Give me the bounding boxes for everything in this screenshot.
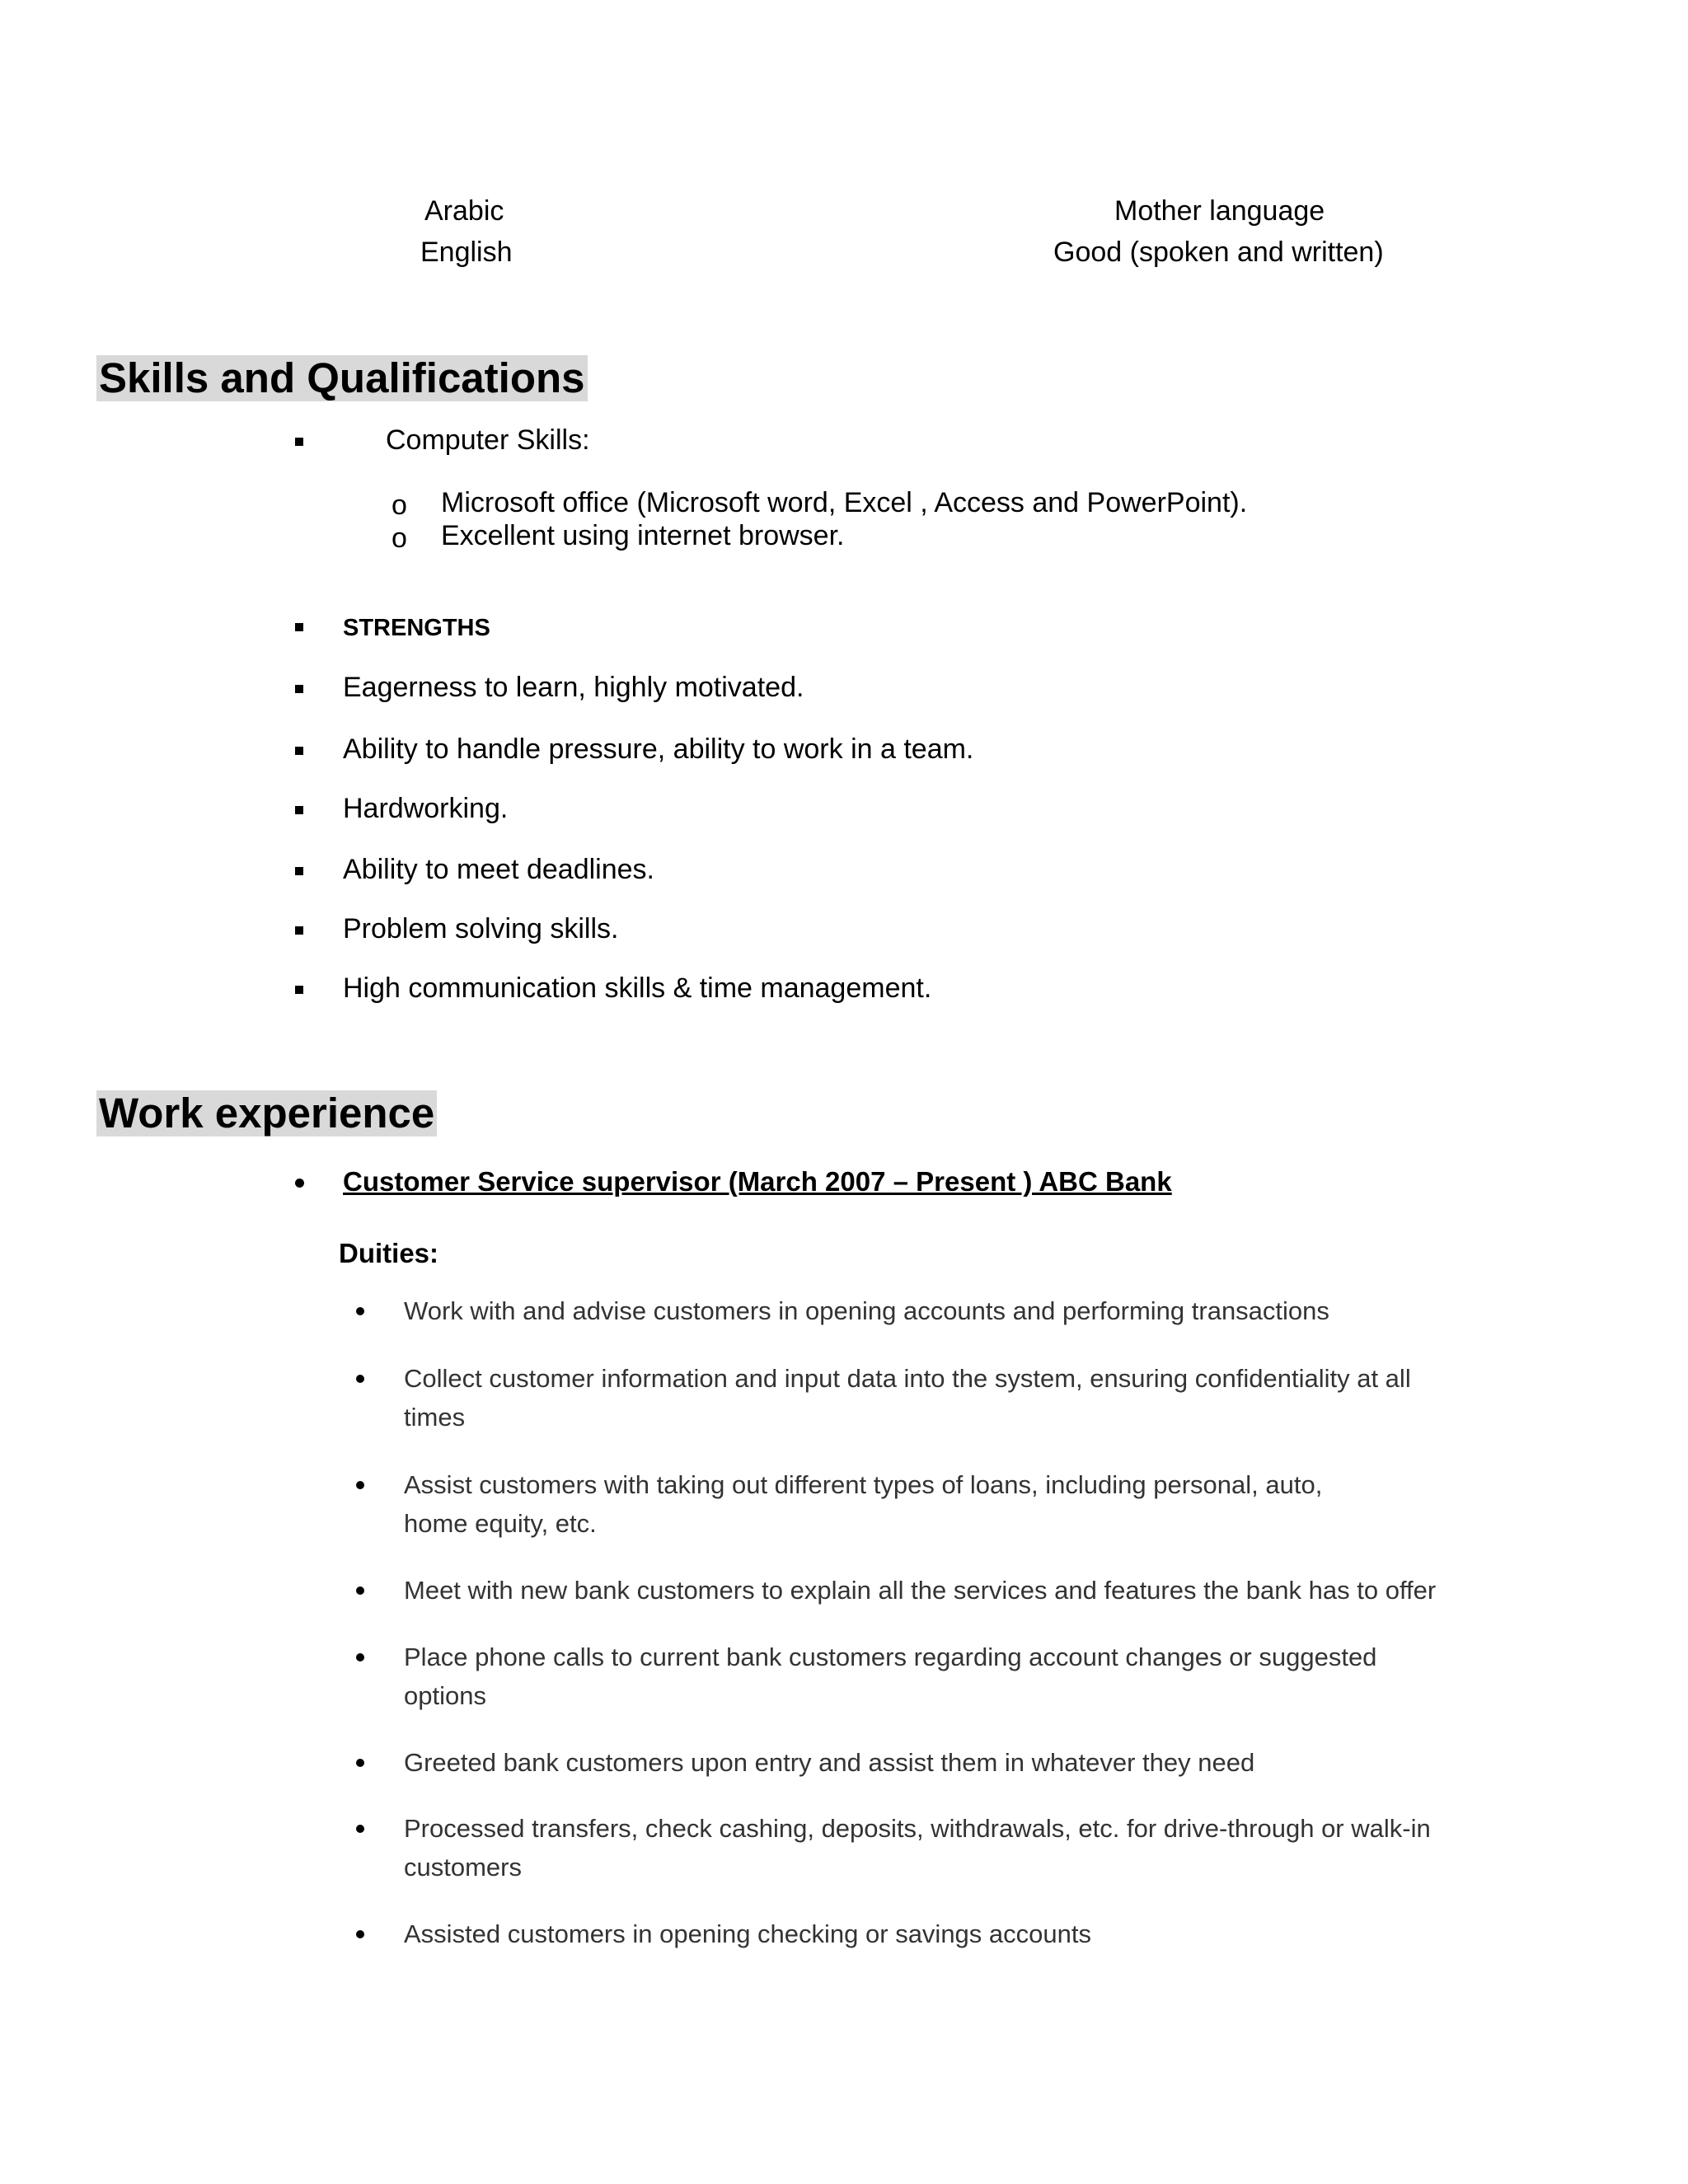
square-bullet-icon xyxy=(295,747,303,755)
duty-item: Collect customer information and input data into the system, ensuring confidentiality at all times xyxy=(404,1364,1411,1432)
strength-item: Problem solving skills. xyxy=(343,913,619,944)
circle-bullet-icon: o xyxy=(392,523,407,554)
strength-item: High communication skills & time management. xyxy=(343,972,932,1004)
round-bullet-icon xyxy=(356,1586,364,1595)
strength-item: Ability to meet deadlines. xyxy=(343,854,654,885)
round-bullet-icon xyxy=(295,1179,304,1188)
square-bullet-icon xyxy=(295,926,303,935)
job-title: Customer Service supervisor (March 2007 – Present ) ABC Bank xyxy=(343,1166,1172,1197)
square-bullet-icon xyxy=(295,623,303,631)
round-bullet-icon xyxy=(356,1481,364,1489)
round-bullet-icon xyxy=(356,1307,364,1315)
duty-item: Work with and advise customers in opening accounts and performing transactions xyxy=(404,1296,1329,1325)
square-bullet-icon xyxy=(295,986,303,994)
round-bullet-icon xyxy=(356,1759,364,1767)
duty-item: Meet with new bank customers to explain all the services and features the bank has to offer xyxy=(404,1576,1437,1605)
duty-item: Assisted customers in opening checking or savings accounts xyxy=(404,1919,1091,1948)
square-bullet-icon xyxy=(295,867,303,875)
strength-item: Ability to handle pressure, ability to work in a team. xyxy=(343,733,974,765)
circle-bullet-icon: o xyxy=(392,490,407,521)
duty-item: Assist customers with taking out different types of loans, including personal, auto, home equity, etc. xyxy=(404,1470,1323,1538)
strength-item: Eagerness to learn, highly motivated. xyxy=(343,672,804,703)
language-level: Mother language xyxy=(1114,195,1325,227)
strength-item: Hardworking. xyxy=(343,793,509,824)
duty-item: Processed transfers, check cashing, deposits, withdrawals, etc. for drive-through or walk-in customers xyxy=(404,1814,1431,1882)
duty-item: Place phone calls to current bank customers regarding account changes or suggested options xyxy=(404,1643,1377,1710)
square-bullet-icon xyxy=(295,438,303,446)
duty-item: Greeted bank customers upon entry and assist them in whatever they need xyxy=(404,1748,1255,1777)
skills-section-heading: Skills and Qualifications xyxy=(96,355,588,401)
language-name: Arabic xyxy=(424,195,504,227)
language-name: English xyxy=(420,237,513,268)
round-bullet-icon xyxy=(356,1930,364,1938)
language-level: Good (spoken and written) xyxy=(1053,237,1384,268)
computer-skill-item: Microsoft office (Microsoft word, Excel , Access and PowerPoint). xyxy=(441,487,1248,518)
round-bullet-icon xyxy=(356,1653,364,1661)
square-bullet-icon xyxy=(295,685,303,693)
computer-skill-item: Excellent using internet browser. xyxy=(441,520,845,551)
round-bullet-icon xyxy=(356,1825,364,1833)
duties-label: Duities: xyxy=(339,1238,439,1268)
work-section-heading: Work experience xyxy=(96,1090,437,1137)
square-bullet-icon xyxy=(295,806,303,814)
strengths-label: STRENGTHS xyxy=(343,615,490,641)
computer-skills-label: Computer Skills: xyxy=(386,424,590,456)
round-bullet-icon xyxy=(356,1375,364,1383)
